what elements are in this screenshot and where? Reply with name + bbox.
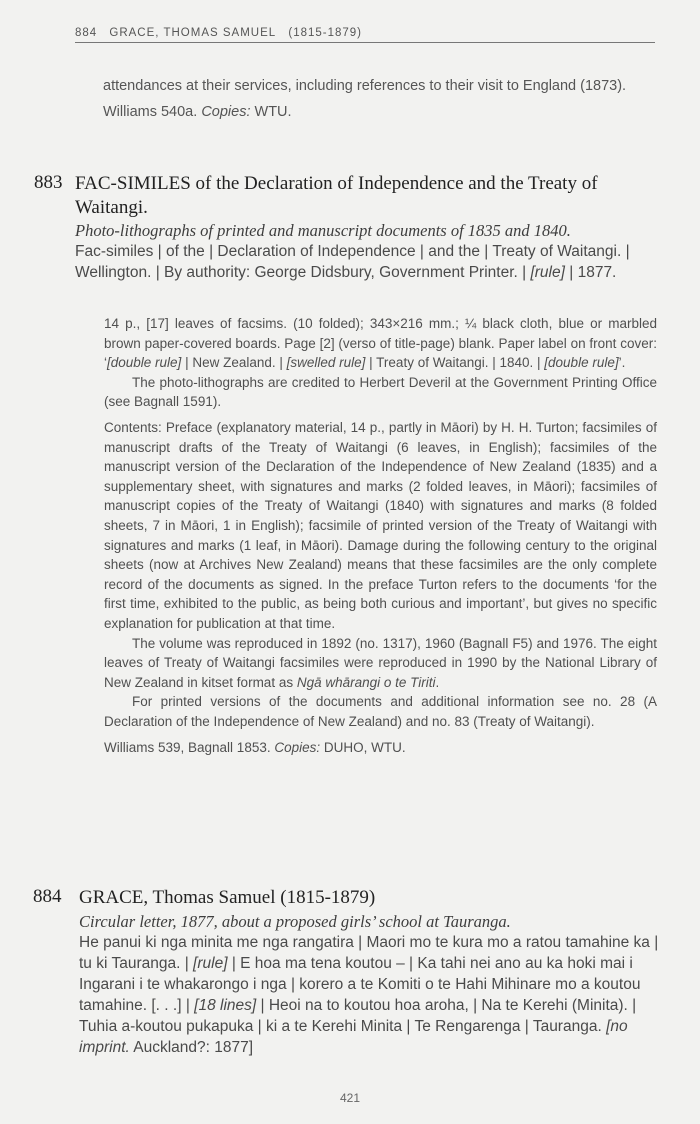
transcription-imprint: [no imprint. xyxy=(79,1018,628,1056)
entry-dates-884: (1815-1879) xyxy=(280,887,376,908)
note-reproductions xyxy=(104,634,657,693)
entry-heading-883: FAC-SIMILES of the Declaration of Independence and the Treaty of Waitangi. xyxy=(75,173,598,218)
note-printed-versions: For printed versions of the documents and additional information see no. 28 (A Declaration of the Independence of New Zealand) and no. 83 (Treaty of Waitangi). xyxy=(104,694,657,729)
entry-title-block-883 xyxy=(75,220,660,283)
physical-rule: [swelled rule] xyxy=(286,355,366,371)
physical-part: 14 p., [17] leaves of facsims. (10 folded); 343×216 mm.; ¼ black cloth, blue or marbled brown paper-covered boards. Page [2] (verso of title-page) blank. Paper label on front cover: ‘ xyxy=(104,316,657,371)
physical-rule: [double rule] xyxy=(107,355,182,371)
title-transcription-884 xyxy=(79,932,661,1058)
entry-title-block-884 xyxy=(79,911,661,1058)
physical-rule: [double rule] xyxy=(544,355,619,371)
running-head xyxy=(75,27,655,43)
continuation-block xyxy=(103,76,658,122)
note-contents: Contents: Preface (explanatory material, 14 p., partly in Māori) by H. H. Turton; facsimiles of manuscript drafts of the Treaty of Waitangi (6 leaves, in English); facsimiles of the manuscript version of the Declaration of the Independence of New Zealand (1835) and a supplementary sheet, with signatures and marks (2 folded leaves, in Māori); facsimiles of manuscript copies of the Treaty of Waitangi (1840) with signatures and marks (8 folded sheets, 7 in Māori, 1 in English); facsimile of printed version of the Treaty of Waitangi with signatures and marks (1 leaf, in Māori). Damage during the following century to the original sheets (now at Archives New Zealand) means that these facsimiles are the only complete record of the documents as signed. In the preface Turton refers to the documents ‘for the first time, exhibited to the public, as being both curious and important’, but gives no specific explanation for publication at that time. xyxy=(104,419,657,631)
continuation-copies-label: Copies: xyxy=(201,104,251,120)
note-photo-lithographs: The photo-lithographs are credited to Herbert Deveril at the Government Printing Office (see Bagnall 1591). xyxy=(104,374,657,410)
entry-heading-884 xyxy=(79,886,659,910)
entry-number-883: 883 xyxy=(34,172,63,193)
continuation-reference xyxy=(103,102,658,122)
transcription-rule: [rule] xyxy=(193,955,228,972)
continuation-ref: Williams 540a. xyxy=(103,104,198,120)
transcription-part: | 1877. xyxy=(564,264,617,281)
physical-part: ’. xyxy=(618,355,626,371)
entry-number-884: 884 xyxy=(33,886,62,907)
physical-part: | New Zealand. | xyxy=(181,355,287,371)
physical-part: | Treaty of Waitangi. | 1840. | xyxy=(365,355,545,371)
repro-part: The volume was reproduced in 1892 (no. 1317), 1960 (Bagnall F5) and 1976. The eight leaves of Treaty of Waitangi facsimiles were reproduced in 1990 by the National Library of New Zealand in kitset format as xyxy=(104,635,657,690)
entry-reference-883 xyxy=(104,738,657,758)
entry-subtitle-883: Photo-lithographs of printed and manuscript documents of 1835 and 1840. xyxy=(75,221,571,240)
running-head-title: GRACE, THOMAS SAMUEL xyxy=(109,27,277,39)
copies-label: Copies: xyxy=(274,740,321,756)
repro-title: Ngā whārangi o te Tiriti xyxy=(296,674,436,690)
running-head-dates: (1815-1879) xyxy=(288,27,363,39)
transcription-part: Fac-similes | of the | Declaration of Independence | and the | Treaty of Waitangi. | Wellington. | By authority: George Didsbury, Government Printer. | xyxy=(75,243,630,281)
title-transcription-883 xyxy=(75,241,660,283)
transcription-part: | E hoa ma tena koutou – | Ka tahi nei ano au ka hoki mai i Ingarani i te whakarongo i nga | korero a te Komiti o te Hahi Mihinare mo a koutou tamahine. [. . .] | xyxy=(79,955,641,1014)
transcription-lines: [18 lines] xyxy=(194,997,257,1014)
continuation-text: attendances at their services, including references to their visit to England (1873). xyxy=(103,78,627,94)
page-number: 421 xyxy=(339,1091,361,1105)
running-head-page: 884 xyxy=(75,27,98,39)
repro-part: . xyxy=(435,674,440,690)
entry-description-883 xyxy=(104,314,657,758)
entry-subtitle-884: Circular letter, 1877, about a proposed girls’ school at Tauranga. xyxy=(79,912,511,931)
physical-description xyxy=(104,314,657,373)
entry-name-884: GRACE, Thomas Samuel xyxy=(79,887,276,908)
continuation-copies: WTU. xyxy=(254,104,292,120)
copies-text: DUHO, WTU. xyxy=(323,740,406,756)
ref-text: Williams 539, Bagnall 1853. xyxy=(104,740,271,756)
transcription-rule: [rule] xyxy=(530,264,565,281)
transcription-part: He panui ki nga minita me nga rangatira | Maori mo te kura mo a ratou tamahine ka | tu ki Tauranga. | xyxy=(79,934,659,972)
transcription-part: Auckland?: 1877] xyxy=(129,1039,254,1056)
transcription-part: | Heoi na to koutou hoa aroha, | Na te Kerehi (Minita). | Tuhia a-koutou pukapuka | ki a te Kerehi Minita | Te Rengarenga | Tauranga. xyxy=(79,997,637,1035)
